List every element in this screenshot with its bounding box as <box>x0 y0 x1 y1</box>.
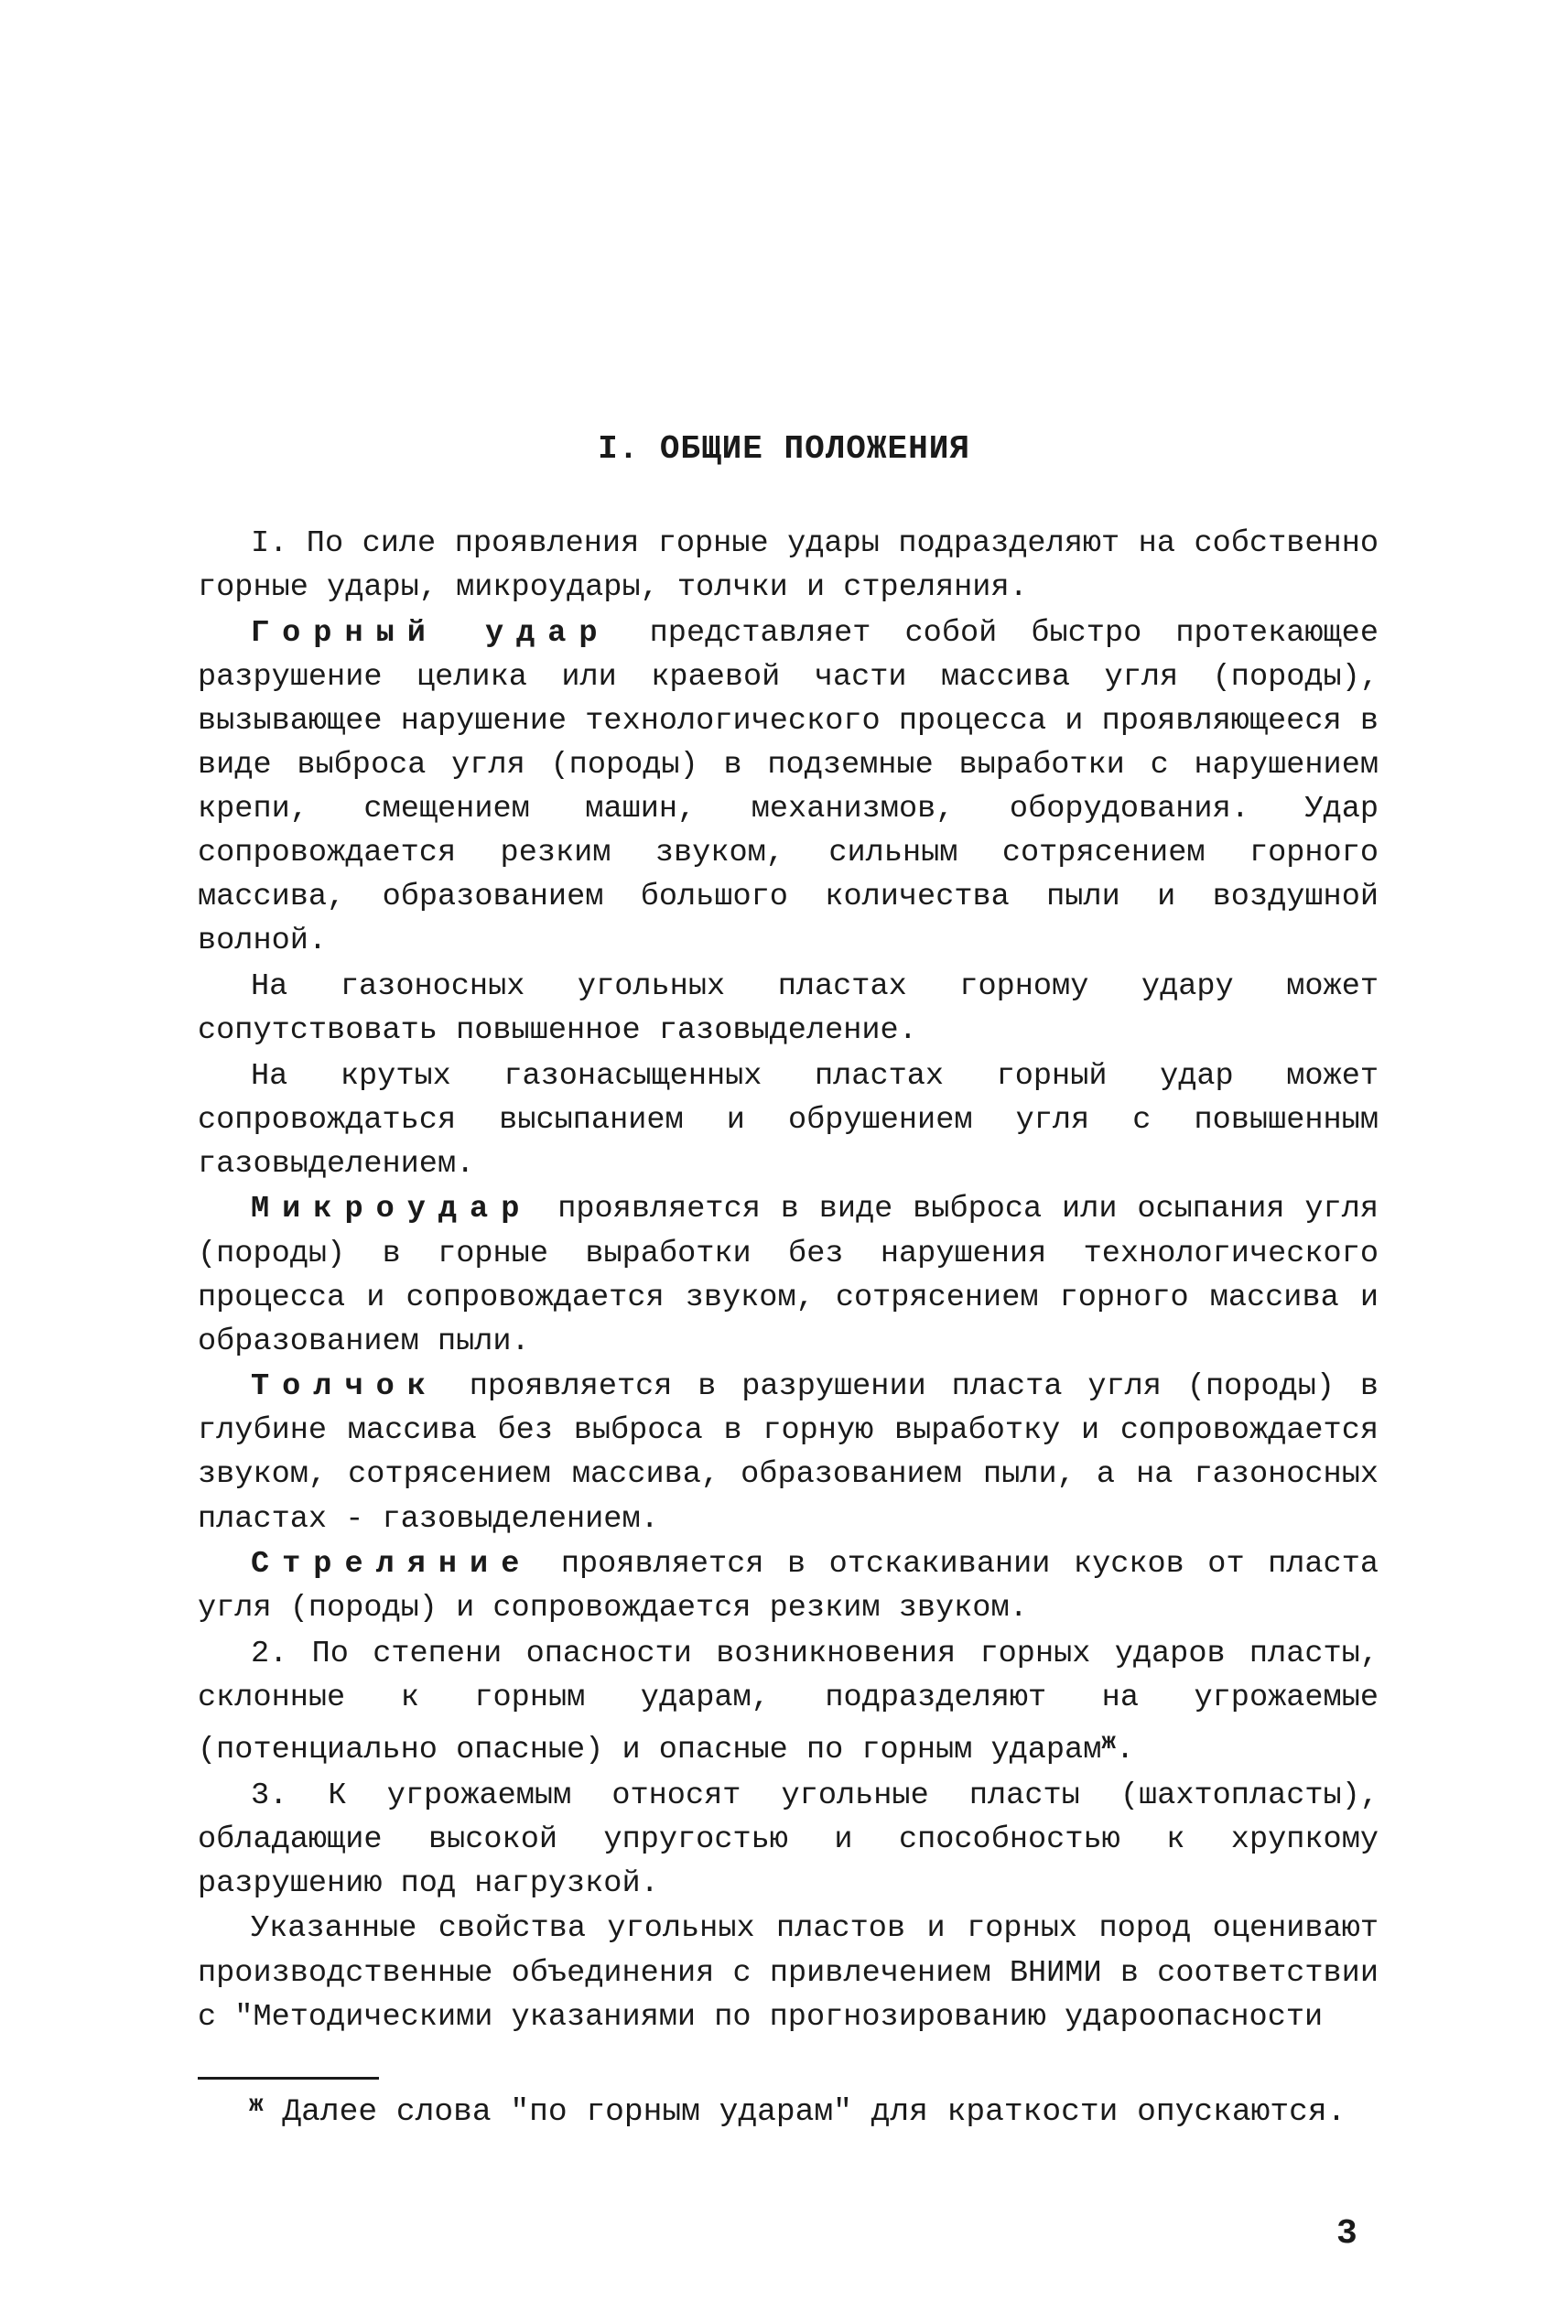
paragraph-6-text: проявляется в разрушении пласта угля (породы) в глубине массива без выброса в горную выработку и сопровождается звуком, сотрясением массива, образованием пыли, а на газоносных пластах - газовыделением. <box>198 1369 1379 1537</box>
paragraph-2 <box>198 611 1379 964</box>
section-heading: I. ОБЩИЕ ПОЛОЖЕНИЯ <box>598 430 970 468</box>
paragraph-7 <box>198 1542 1379 1630</box>
paragraph-9: 3. К угрожаемым относят угольные пласты (шахтопласты), обладающие высокой упругостью и способностью к хрупкому разрушению под нагрузкой. <box>198 1778 1379 1901</box>
footnote-text: Далее слова "по горным ударам" для краткости опускаются. <box>282 2094 1346 2130</box>
paragraph-2-text: представляет собой быстро протекающее разрушение целика или краевой части массива угля (породы), вызывающее нарушение технологического процесса и проявляющееся в виде выброса угля (породы) в подземные выработки с нарушением крепи, смещением машин, механизмов, оборудования. Удар сопровождается резким звуком, сильным сотрясением горного массива, образованием большого количества пыли и воздушной волной. <box>198 615 1379 959</box>
paragraph-8 <box>198 1632 1379 1772</box>
footnote-marker: ж <box>1101 1728 1116 1757</box>
term-tolchok: Толчок <box>251 1369 438 1405</box>
footnote <box>249 2082 1384 2135</box>
body-text <box>198 522 1379 2040</box>
paragraph-7-text: проявляется в отскакивании кусков от пласта угля (породы) и сопровождается резким звуком. <box>198 1547 1379 1627</box>
paragraph-8-end: . <box>1115 1733 1135 1768</box>
paragraph-5 <box>198 1187 1379 1363</box>
paragraph-3: На газоносных угольных пластах горному удару может сопутствовать повышенное газовыделение. <box>198 968 1379 1049</box>
paragraph-4: На крутых газонасыщенных пластах горный удар может сопровождаться высыпанием и обрушением угля с повышенным газовыделением. <box>198 1058 1379 1182</box>
paragraph-5-text: проявляется в виде выброса или осыпания угля (породы) в горные выработки без нарушения технологического процесса и сопровождается звуком, сотрясением горного массива и образованием пыли. <box>198 1192 1379 1359</box>
paragraph-10: Указанные свойства угольных пластов и горных пород оценивают производственные объединения с привлечением ВНИМИ в соответствии с "Методическими указаниями по прогнозированию удароопасности <box>198 1911 1379 2035</box>
paragraph-1: I. По силе проявления горные удары подразделяют на собственно горные удары, микроудары, толчки и стреляния. <box>198 526 1379 606</box>
term-mikroudar: Микроудар <box>251 1192 533 1227</box>
footnote-divider <box>198 2077 379 2080</box>
footnote-mark: ж <box>249 2091 264 2118</box>
term-strelyanie: Стреляние <box>251 1547 533 1583</box>
paragraph-6 <box>198 1365 1379 1540</box>
page-number: 3 <box>1336 2214 1357 2254</box>
paragraph-8-text: 2. По степени опасности возникновения горных ударов пласты, склонные к горным ударам, подразделяют на угрожаемые (потенциально опасные) и опасные по горным ударам <box>198 1636 1379 1768</box>
term-gorny-udar: Горный удар <box>251 615 611 651</box>
